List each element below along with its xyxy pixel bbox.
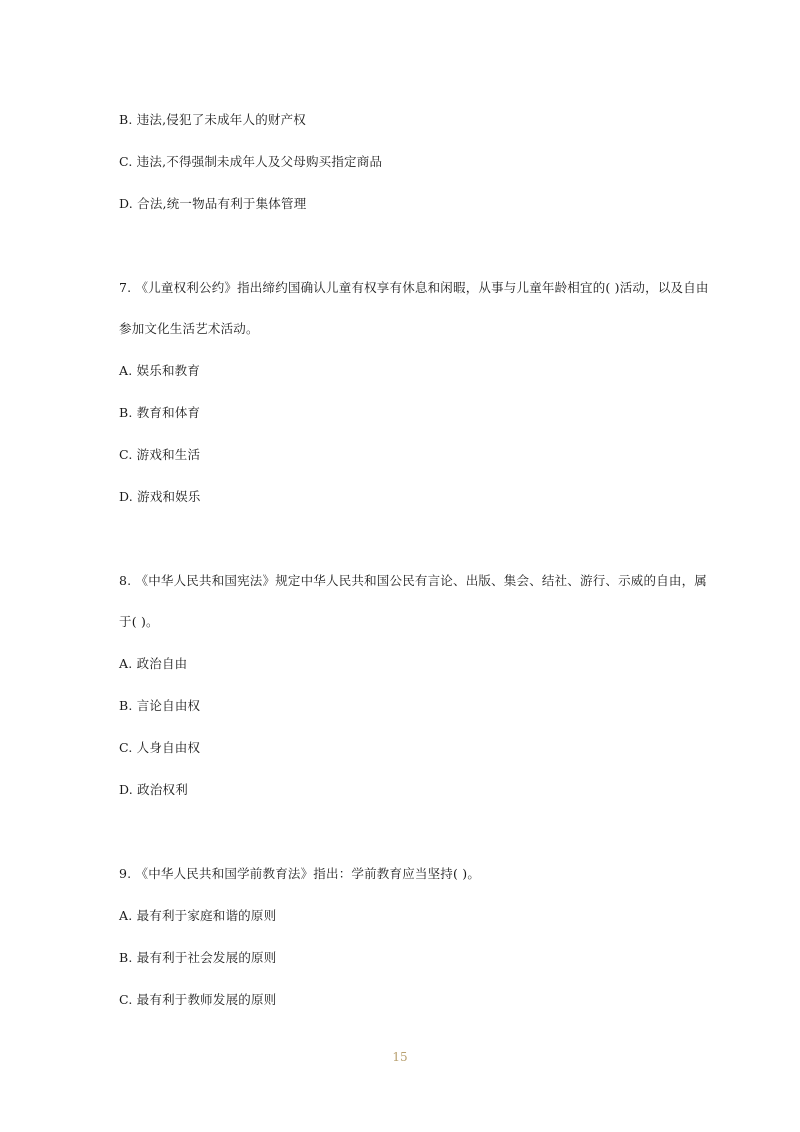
option-d: D. 合法,统一物品有利于集体管理 <box>119 196 307 211</box>
question-8-stem-line2: 于( )。 <box>119 614 159 629</box>
question-8-option-a: A. 政治自由 <box>119 656 188 671</box>
question-8-option-d: D. 政治权利 <box>119 782 188 797</box>
question-9-option-a: A. 最有利于家庭和谐的原则 <box>119 908 277 923</box>
question-8-option-b: B. 言论自由权 <box>119 698 201 713</box>
question-9-option-c: C. 最有利于教师发展的原则 <box>119 992 277 1007</box>
question-7-option-d: D. 游戏和娱乐 <box>119 489 201 504</box>
question-9-stem: 9. 《中华人民共和国学前教育法》指出：学前教育应当坚持( )。 <box>119 866 481 881</box>
option-c: C. 违法,不得强制未成年人及父母购买指定商品 <box>119 154 383 169</box>
question-7-option-a: A. 娱乐和教育 <box>119 363 201 378</box>
page-number: 15 <box>392 1050 408 1064</box>
question-7-stem-line2: 参加文化生活艺术活动。 <box>119 321 259 336</box>
question-7-option-c: C. 游戏和生活 <box>119 447 201 462</box>
question-7-option-b: B. 教育和体育 <box>119 405 201 420</box>
question-7-stem-line1: 7. 《儿童权利公约》指出缔约国确认儿童有权享有休息和闲暇，从事与儿童年龄相宜的( )活动，以及自由 <box>119 280 709 295</box>
question-8-stem-line1: 8. 《中华人民共和国宪法》规定中华人民共和国公民有言论、出版、集会、结社、游行、示威的自由，属 <box>119 573 708 588</box>
option-b: B. 违法,侵犯了未成年人的财产权 <box>119 112 307 127</box>
question-8-option-c: C. 人身自由权 <box>119 740 201 755</box>
question-9-option-b: B. 最有利于社会发展的原则 <box>119 950 277 965</box>
